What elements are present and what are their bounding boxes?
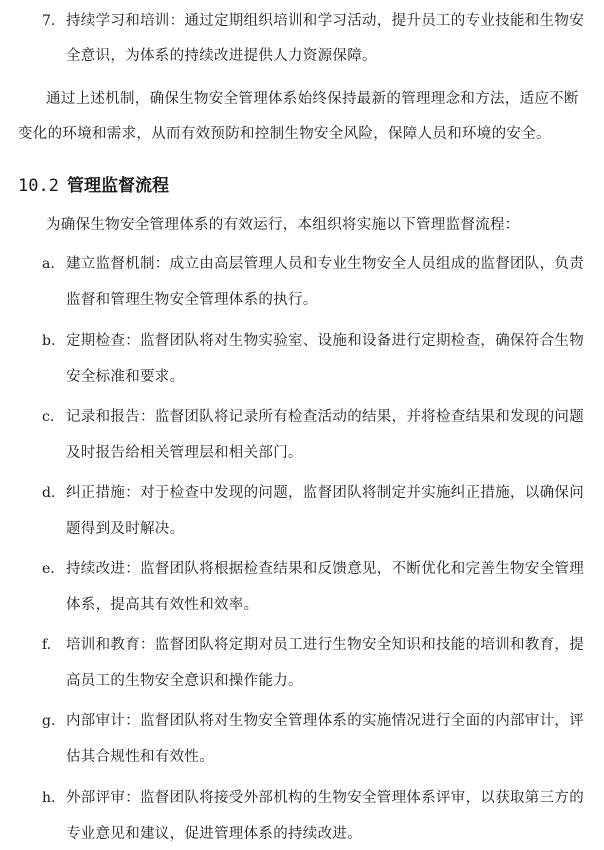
list-item-text: 外部评审：监督团队将接受外部机构的生物安全管理体系评审，以获取第三方的: [66, 790, 584, 806]
list-item-text: 定期检查：监督团队将对生物实验室、设施和设备进行定期检查，确保符合生物: [66, 333, 584, 349]
list-marker: h.: [42, 790, 56, 806]
list-marker: d.: [42, 485, 56, 501]
list-marker: c.: [42, 409, 55, 425]
section-heading: [18, 174, 169, 198]
paragraph-text: 变化的环境和需求，从而有效预防和控制生物安全风险，保障人员和环境的安全。: [18, 126, 551, 142]
list-item-text: 建立监督机制：成立由高层管理人员和专业生物安全人员组成的监督团队，负责: [66, 256, 584, 272]
paragraph-text: 通过上述机制，确保生物安全管理体系始终保持最新的管理理念和方法，适应不断: [46, 91, 579, 107]
list-item-text: 体系，提高其有效性和效率。: [66, 597, 259, 613]
list-item-text: 纠正措施：对于检查中发现的问题，监督团队将制定并实施纠正措施，以确保问: [66, 485, 584, 501]
section-title: 管理监督流程: [66, 176, 169, 196]
list-item-text: 及时报告给相关管理层和相关部门。: [66, 445, 303, 461]
list-item-text: 题得到及时解决。: [66, 521, 185, 537]
list-item-text: 全意识，为体系的持续改进提供人力资源保障。: [66, 48, 377, 64]
intro-text: 为确保生物安全管理体系的有效运行，本组织将实施以下管理监督流程：: [46, 217, 520, 233]
list-item-text: 专业意见和建议，促进管理体系的持续改进。: [66, 826, 362, 842]
list-marker: e.: [42, 561, 55, 577]
section-number: 10.2: [18, 176, 59, 196]
list-marker: a.: [42, 256, 55, 272]
list-item-text: 记录和报告：监督团队将记录所有检查活动的结果，并将检查结果和发现的问题: [66, 409, 584, 425]
list-item-text: 高员工的生物安全意识和操作能力。: [66, 673, 303, 689]
list-marker: g.: [42, 713, 56, 729]
list-item-text: 持续学习和培训：通过定期组织培训和学习活动，提升员工的专业技能和生物安: [66, 13, 584, 29]
list-marker: b.: [42, 333, 56, 349]
list-marker: f.: [42, 637, 52, 653]
list-marker: 7.: [42, 13, 56, 29]
list-item-text: 监督和管理生物安全管理体系的执行。: [66, 292, 318, 308]
list-item-text: 内部审计：监督团队将对生物安全管理体系的实施情况进行全面的内部审计，评: [66, 713, 584, 729]
list-item-text: 持续改进：监督团队将根据检查结果和反馈意见，不断优化和完善生物安全管理: [66, 561, 584, 577]
list-item-text: 估其合规性和有效性。: [66, 749, 214, 765]
list-item-text: 培训和教育：监督团队将定期对员工进行生物安全知识和技能的培训和教育，提: [66, 637, 584, 653]
list-item-text: 安全标准和要求。: [66, 369, 185, 385]
